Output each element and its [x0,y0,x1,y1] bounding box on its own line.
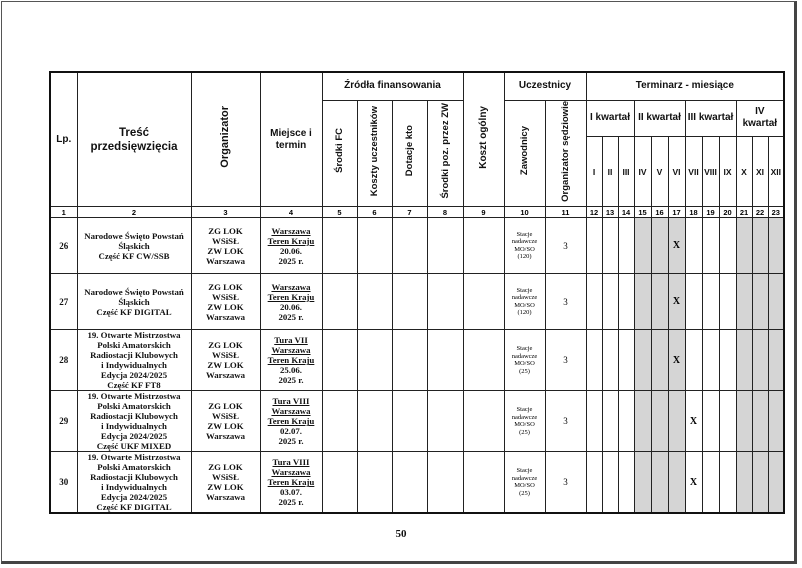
month-cell-4 [634,452,651,514]
empty-cell [357,330,392,391]
row-organizator: ZG LOK WSiSŁ ZW LOK Warszawa [191,274,260,330]
month-cell-9 [719,330,736,391]
month-cell-2 [602,391,618,452]
month-cell-1 [586,218,602,274]
empty-cell [357,274,392,330]
header-organizator-sedziowie: Organizator sędziowie [545,100,586,207]
row-sedziowie: 3 [545,452,586,514]
empty-cell [392,452,427,514]
header-month-11: XI [752,137,768,207]
empty-cell [463,452,504,514]
month-cell-10 [736,274,752,330]
column-number: 3 [191,207,260,218]
row-tresc: 19. Otwarte Mistrzostwa Polski Amatorskich Radiostacji Klubowych i Indywidualnych Edycja 2024/2025 Część KF DIGITAL [77,452,191,514]
row-tresc: Narodowe Święto Powstań Śląskich Część KF CW/SSB [77,218,191,274]
row-sedziowie: 3 [545,391,586,452]
month-cell-11 [752,391,768,452]
column-number: 12 [586,207,602,218]
column-number: 6 [357,207,392,218]
month-cell-9 [719,391,736,452]
row-miejsce: Warszawa Teren Kraju 20.06. 2025 r. [260,274,322,330]
header-tresc: Treść przedsięwzięcia [77,72,191,207]
empty-cell [392,330,427,391]
header-koszt-ogolny: Koszt ogólny [463,72,504,207]
column-number: 13 [602,207,618,218]
month-cell-8 [702,391,719,452]
month-cell-3 [618,218,634,274]
column-number: 20 [719,207,736,218]
month-cell-4 [634,274,651,330]
row-miejsce: Tura VIII Warszawa Teren Kraju 02.07. 2025 r. [260,391,322,452]
column-number: 19 [702,207,719,218]
row-tresc: Narodowe Święto Powstań Śląskich Część KF DIGITAL [77,274,191,330]
empty-cell [427,274,463,330]
row-lp: 30 [50,452,77,514]
month-cell-10 [736,218,752,274]
empty-cell [322,452,357,514]
row-organizator: ZG LOK WSiSŁ ZW LOK Warszawa [191,391,260,452]
month-cell-12 [768,274,784,330]
table-row [50,391,784,452]
column-number: 8 [427,207,463,218]
header-miejsce: Miejsce i termin [260,72,322,207]
empty-cell [322,391,357,452]
empty-cell [427,452,463,514]
month-cell-3 [618,391,634,452]
header-dotacje: Dotacje kto [392,100,427,207]
row-organizator: ZG LOK WSiSŁ ZW LOK Warszawa [191,330,260,391]
month-cell-2 [602,274,618,330]
month-cell-4 [634,218,651,274]
header-kwartal-4: IV kwartał [736,100,784,137]
column-number: 16 [651,207,668,218]
row-miejsce: Warszawa Teren Kraju 20.06. 2025 r. [260,218,322,274]
table-row [50,452,784,514]
header-month-3: III [618,137,634,207]
header-zrodla: Źródła finansowania [322,72,463,100]
month-cell-8 [702,330,719,391]
column-number: 21 [736,207,752,218]
column-number: 1 [50,207,77,218]
empty-cell [322,274,357,330]
month-cell-6: X [668,330,685,391]
header-organizator: Organizator [191,72,260,207]
header-kwartal-3: III kwartał [685,100,736,137]
month-cell-3 [618,452,634,514]
month-cell-3 [618,330,634,391]
row-sedziowie: 3 [545,330,586,391]
empty-cell [392,274,427,330]
month-cell-2 [602,330,618,391]
month-cell-3 [618,274,634,330]
column-number: 5 [322,207,357,218]
month-cell-8 [702,452,719,514]
month-cell-7: X [685,391,702,452]
schedule-table [49,71,785,514]
row-zawodnicy: Stacje nadawcze MO/SO (120) [504,274,545,330]
row-lp: 29 [50,391,77,452]
month-cell-7 [685,330,702,391]
empty-cell [357,452,392,514]
empty-cell [357,391,392,452]
month-cell-8 [702,274,719,330]
month-cell-10 [736,391,752,452]
month-cell-11 [752,218,768,274]
month-cell-10 [736,452,752,514]
header-month-4: IV [634,137,651,207]
header-month-9: IX [719,137,736,207]
month-cell-10 [736,330,752,391]
month-cell-2 [602,452,618,514]
header-kwartal-1: I kwartał [586,100,634,137]
empty-cell [392,218,427,274]
column-number: 18 [685,207,702,218]
month-cell-6: X [668,274,685,330]
month-cell-11 [752,330,768,391]
empty-cell [322,218,357,274]
row-organizator: ZG LOK WSiSŁ ZW LOK Warszawa [191,452,260,514]
empty-cell [357,218,392,274]
month-cell-12 [768,391,784,452]
empty-cell [427,391,463,452]
month-cell-5 [651,391,668,452]
header-month-5: V [651,137,668,207]
month-cell-8 [702,218,719,274]
header-month-10: X [736,137,752,207]
month-cell-1 [586,452,602,514]
header-lp: Lp. [50,72,77,207]
empty-cell [427,330,463,391]
empty-cell [463,274,504,330]
row-lp: 28 [50,330,77,391]
header-kwartal-2: II kwartał [634,100,685,137]
column-number: 2 [77,207,191,218]
row-sedziowie: 3 [545,218,586,274]
row-miejsce: Tura VIII Warszawa Teren Kraju 03.07. 2025 r. [260,452,322,514]
column-number: 17 [668,207,685,218]
table-row [50,330,784,391]
month-cell-6 [668,391,685,452]
table-row [50,274,784,330]
month-cell-5 [651,330,668,391]
month-cell-7 [685,274,702,330]
month-cell-1 [586,274,602,330]
month-cell-5 [651,274,668,330]
row-lp: 27 [50,274,77,330]
header-terminarz: Terminarz - miesiące [586,72,784,100]
month-cell-7 [685,218,702,274]
header-month-8: VIII [702,137,719,207]
row-organizator: ZG LOK WSiSŁ ZW LOK Warszawa [191,218,260,274]
header-zawodnicy: Zawodnicy [504,100,545,207]
header-month-6: VI [668,137,685,207]
month-cell-11 [752,274,768,330]
month-cell-1 [586,391,602,452]
month-cell-12 [768,218,784,274]
header-month-7: VII [685,137,702,207]
empty-cell [322,330,357,391]
row-zawodnicy: Stacje nadawcze MO/SO (25) [504,452,545,514]
month-cell-6: X [668,218,685,274]
header-month-1: I [586,137,602,207]
header-koszty-uczestnikow: Koszty uczestników [357,100,392,207]
row-lp: 26 [50,218,77,274]
month-cell-1 [586,330,602,391]
month-cell-5 [651,452,668,514]
empty-cell [427,218,463,274]
header-month-12: XII [768,137,784,207]
row-tresc: 19. Otwarte Mistrzostwa Polski Amatorskich Radiostacji Klubowych i Indywidualnych Edycja 2024/2025 Część KF FT8 [77,330,191,391]
month-cell-9 [719,218,736,274]
table-row [50,218,784,274]
empty-cell [392,391,427,452]
column-number: 22 [752,207,768,218]
header-srodki-poz: Środki poz. przez ZW [427,100,463,207]
month-cell-4 [634,330,651,391]
column-number: 4 [260,207,322,218]
column-number: 14 [618,207,634,218]
month-cell-2 [602,218,618,274]
row-sedziowie: 3 [545,274,586,330]
header-uczestnicy: Uczestnicy [504,72,586,100]
empty-cell [463,218,504,274]
month-cell-9 [719,452,736,514]
month-cell-11 [752,452,768,514]
row-zawodnicy: Stacje nadawcze MO/SO (25) [504,330,545,391]
row-zawodnicy: Stacje nadawcze MO/SO (25) [504,391,545,452]
row-tresc: 19. Otwarte Mistrzostwa Polski Amatorskich Radiostacji Klubowych i Indywidualnych Edycja 2024/2025 Część UKF MIXED [77,391,191,452]
month-cell-7: X [685,452,702,514]
month-cell-6 [668,452,685,514]
row-miejsce: Tura VII Warszawa Teren Kraju 25.06. 2025 r. [260,330,322,391]
column-number: 11 [545,207,586,218]
column-number: 15 [634,207,651,218]
month-cell-5 [651,218,668,274]
column-number: 10 [504,207,545,218]
header-month-2: II [602,137,618,207]
page-number: 50 [395,528,407,540]
month-cell-12 [768,452,784,514]
header-srodki-fc: Środki FC [322,100,357,207]
month-cell-4 [634,391,651,452]
column-number: 9 [463,207,504,218]
empty-cell [463,330,504,391]
empty-cell [463,391,504,452]
column-number: 7 [392,207,427,218]
month-cell-12 [768,330,784,391]
row-zawodnicy: Stacje nadawcze MO/SO (120) [504,218,545,274]
month-cell-9 [719,274,736,330]
column-number: 23 [768,207,784,218]
